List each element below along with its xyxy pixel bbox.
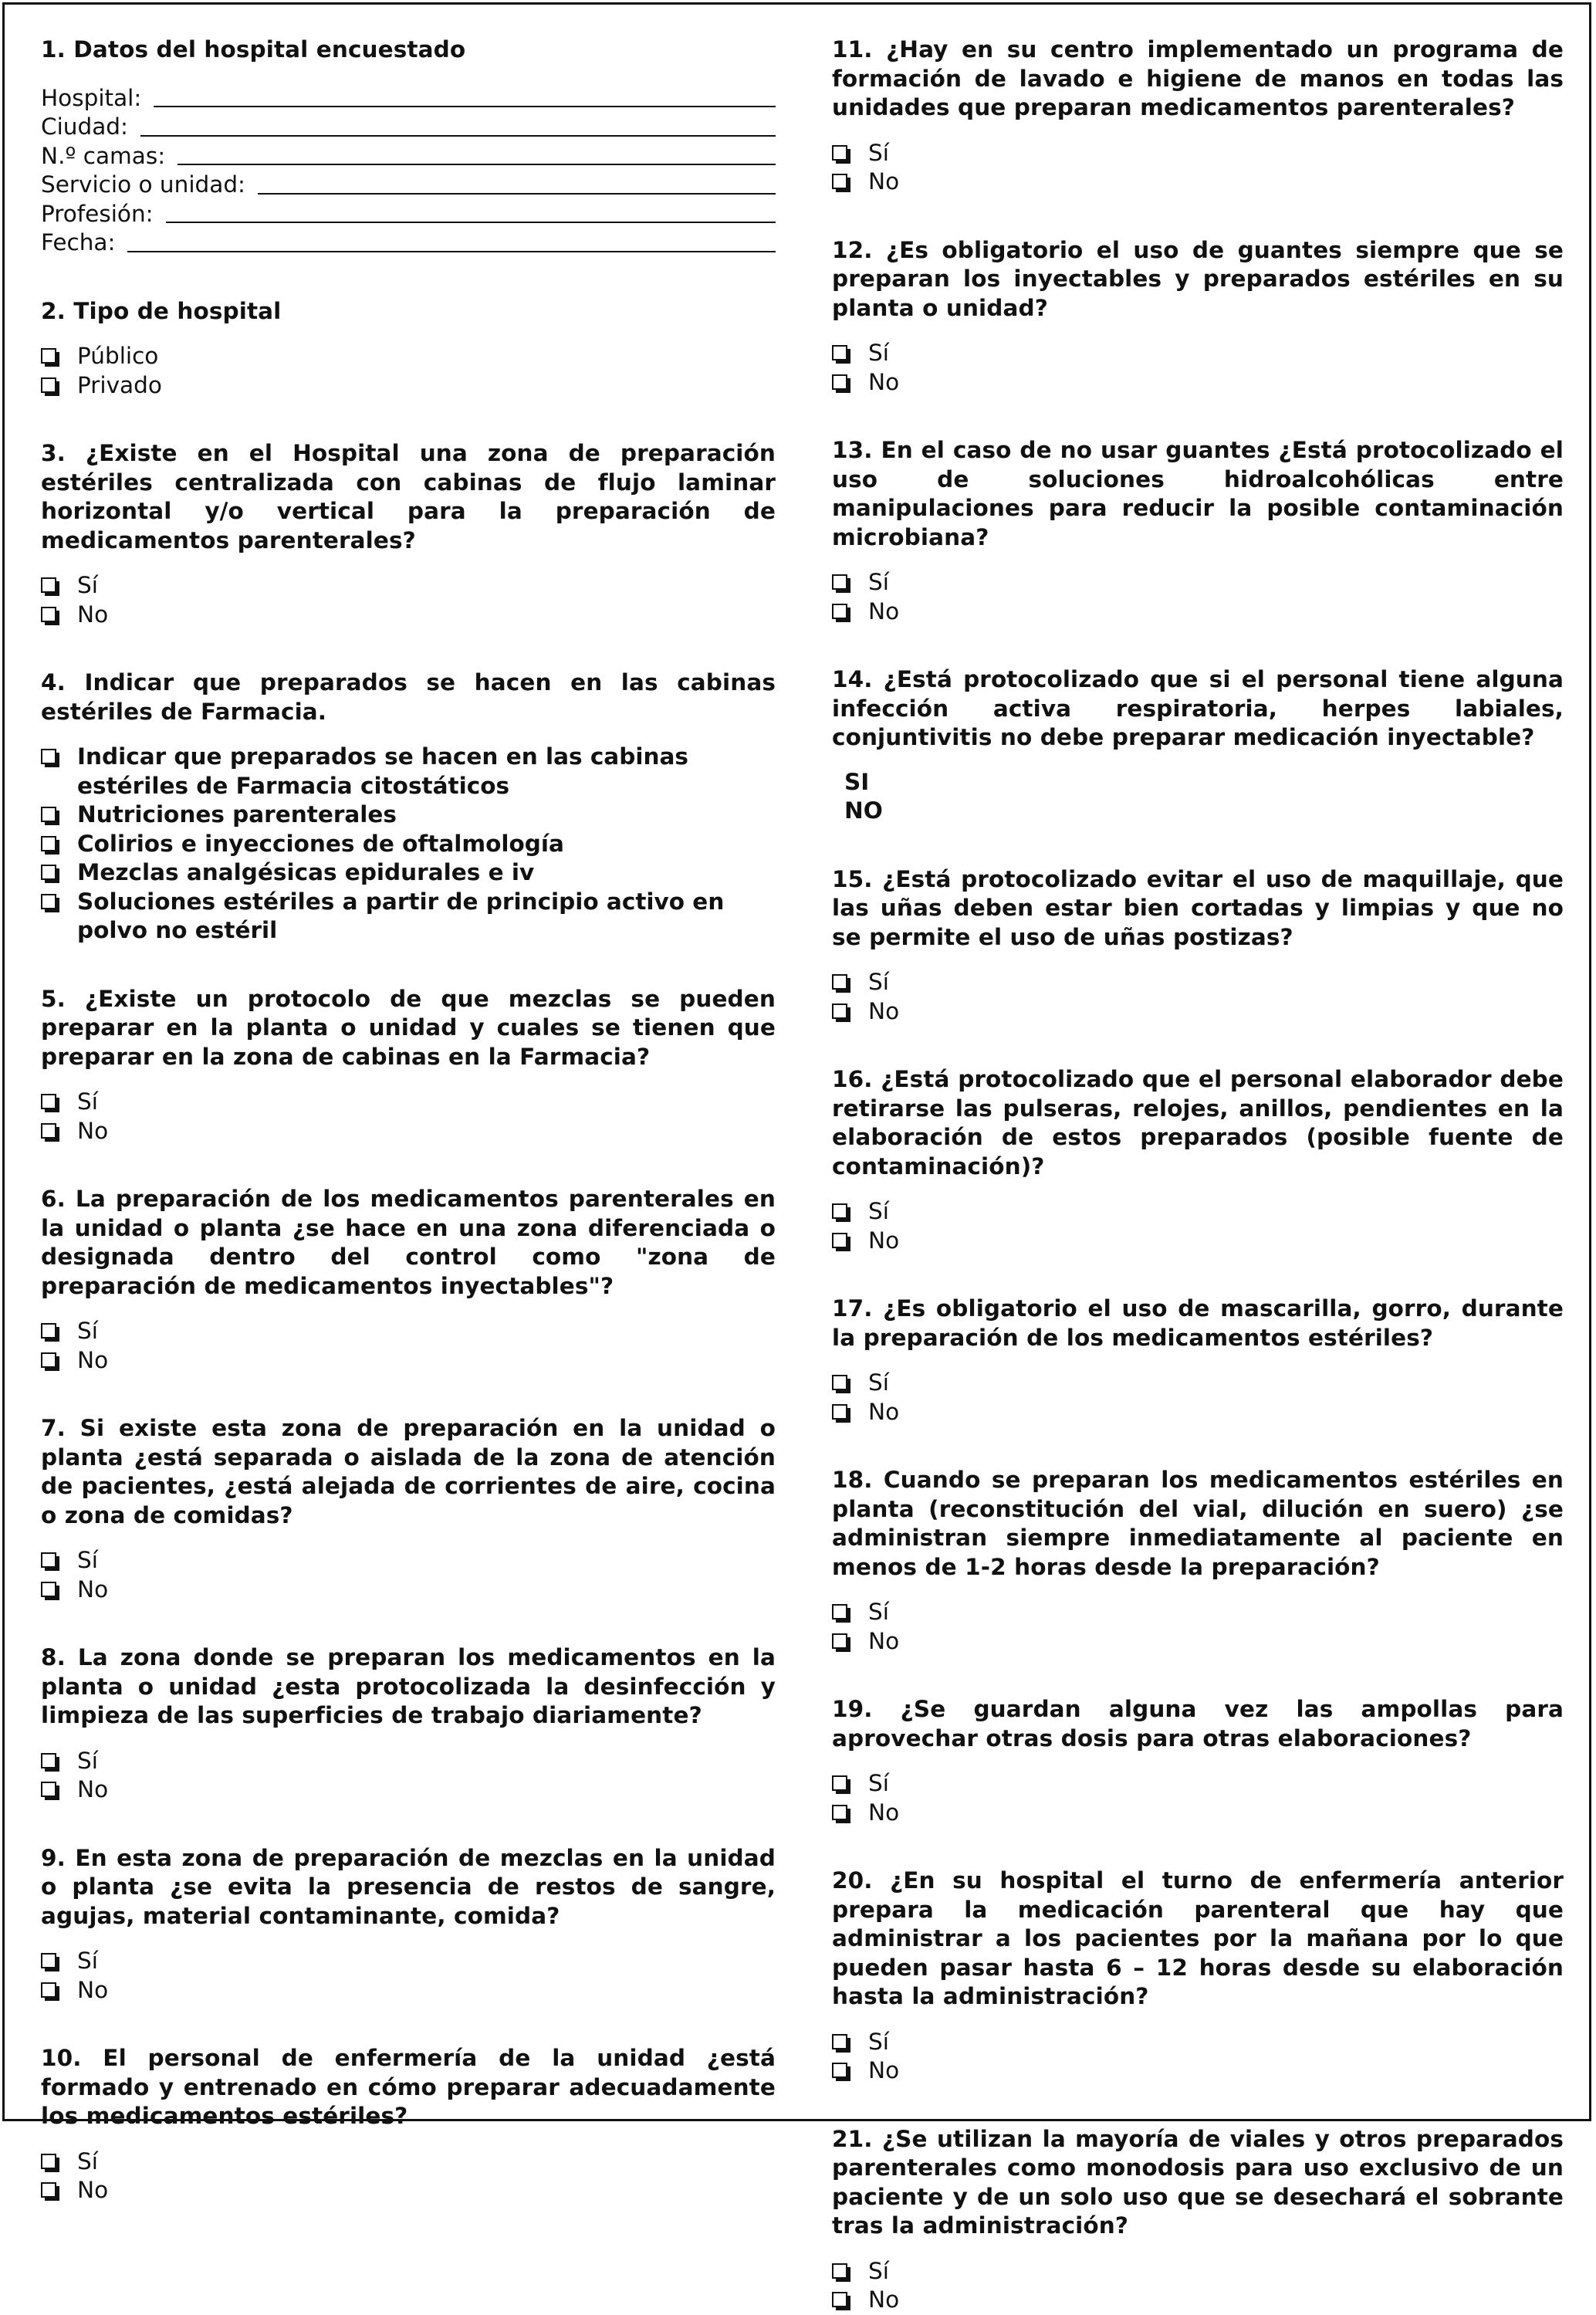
checkbox[interactable] [832, 574, 847, 590]
question-5-text: 5. ¿Existe un protocolo de que mezclas se pueden preparar en la planta o unidad y cuales se tienen que preparar en la zona de cabinas en la Farmacia? [41, 985, 776, 1070]
option-si[interactable]: SI [844, 768, 870, 795]
question-21 [832, 2125, 1564, 2315]
checkbox[interactable] [41, 807, 56, 822]
option-no[interactable]: No [832, 597, 1564, 627]
checkbox[interactable] [41, 865, 56, 880]
option-no[interactable]: No [832, 2286, 1564, 2315]
service-line[interactable] [258, 193, 776, 195]
service-field[interactable] [41, 171, 776, 200]
checkbox[interactable] [832, 1004, 847, 1019]
checkbox[interactable] [41, 1352, 56, 1368]
hospital-label: Hospital: [41, 84, 142, 111]
option-no[interactable]: No [832, 997, 1564, 1027]
checkbox[interactable] [41, 1782, 56, 1797]
checkbox[interactable] [832, 1404, 847, 1420]
checkbox[interactable] [832, 1775, 847, 1791]
section-2 [41, 297, 776, 401]
option-no[interactable]: No [41, 1976, 776, 2005]
option-no[interactable]: No [41, 1575, 776, 1605]
form-frame [2, 2, 1591, 2313]
checkbox[interactable] [832, 2063, 847, 2078]
checkbox[interactable] [41, 1953, 56, 1968]
checkbox[interactable] [832, 1805, 847, 1820]
section-1-title: 1. Datos del hospital encuestado [41, 36, 466, 63]
option-yes[interactable]: Sí [41, 1088, 776, 1117]
checkbox[interactable] [41, 348, 56, 364]
question-16-text: 16. ¿Está protocolizado que el personal elaborador debe retirarse las pulseras, relojes, anillos, pendientes en la elaboración de estos preparados (posible fuente de contaminación)? [832, 1066, 1564, 1179]
hospital-field[interactable] [41, 84, 776, 113]
checkbox[interactable] [832, 974, 847, 990]
checkbox[interactable] [832, 1203, 847, 1219]
option-yes[interactable]: Sí [832, 968, 1564, 997]
option-yes[interactable]: Sí [41, 1546, 776, 1575]
checkbox[interactable] [41, 577, 56, 593]
question-9 [41, 1844, 776, 2005]
question-15 [832, 865, 1564, 1027]
option-no[interactable]: No [832, 1627, 1564, 1657]
profession-line[interactable] [166, 222, 776, 223]
option-yes[interactable]: Sí [41, 1317, 776, 1346]
question-4 [41, 668, 776, 946]
checkbox[interactable] [41, 2154, 56, 2169]
checkbox[interactable] [41, 1552, 56, 1568]
option-yes[interactable]: Sí [832, 139, 1564, 168]
hospital-data-fields [41, 84, 776, 258]
question-12-text: 12. ¿Es obligatorio el uso de guantes siempre que se preparan los inyectables y preparados estériles en su planta o unidad? [832, 236, 1564, 321]
checkbox[interactable] [41, 1094, 56, 1109]
question-15-text: 15. ¿Está protocolizado evitar el uso de maquillaje, que las uñas deben estar bien cortadas y limpias y que no se permite el uso de uñas postizas? [832, 865, 1564, 950]
option-yes[interactable]: Sí [832, 1769, 1564, 1799]
option-no[interactable]: No [41, 1117, 776, 1146]
beds-field[interactable] [41, 142, 776, 171]
question-14 [832, 665, 1564, 826]
option-yes[interactable]: Sí [832, 1598, 1564, 1627]
question-18-text: 18. Cuando se preparan los medicamentos estériles en planta (reconstitución del vial, dilución en suero) ¿se administran siempre inmediatamente al paciente en menos de 1-2 horas desde la preparación? [832, 1467, 1564, 1580]
option-eye-drops[interactable]: Colirios e inyecciones de oftalmología [41, 830, 776, 859]
option-yes[interactable]: Sí [41, 571, 776, 601]
option-yes[interactable]: Sí [832, 1369, 1564, 1398]
checkbox[interactable] [41, 1753, 56, 1768]
hospital-line[interactable] [154, 106, 776, 107]
checkbox[interactable] [41, 894, 56, 909]
question-17 [832, 1295, 1564, 1427]
option-analgesic-mixtures[interactable]: Mezclas analgésicas epidurales e iv [41, 858, 776, 888]
option-no[interactable]: No [41, 1346, 776, 1376]
question-8 [41, 1643, 776, 1805]
option-no[interactable]: No [832, 2056, 1564, 2086]
option-yes[interactable]: Sí [832, 2028, 1564, 2057]
question-21-text: 21. ¿Se utilizan la mayoría de viales y otros preparados parenterales como monodosis para uso exclusivo de un paciente y de un solo uso que se desechará el sobrante tras la administración? [832, 2125, 1564, 2239]
option-yes[interactable]: Sí [832, 568, 1564, 597]
option-yes[interactable]: Sí [832, 2257, 1564, 2286]
option-no[interactable]: No [832, 1398, 1564, 1427]
checkbox[interactable] [832, 2263, 847, 2279]
checkbox[interactable] [41, 607, 56, 622]
option-no[interactable]: No [832, 168, 1564, 197]
question-17-text: 17. ¿Es obligatorio el uso de mascarilla, gorro, durante la preparación de los medicamentos estériles? [832, 1295, 1564, 1351]
question-14-text: 14. ¿Está protocolizado que si el personal tiene alguna infección activa respiratoria, herpes labiales, conjuntivitis no debe preparar medicación inyectable? [832, 666, 1564, 750]
section-2-title: 2. Tipo de hospital [41, 297, 282, 324]
option-yes[interactable]: Sí [41, 1747, 776, 1776]
question-7-text: 7. Si existe esta zona de preparación en la unidad o planta ¿está separada o aislada de la zona de atención de pacientes, ¿está alejada de corrientes de aire, cocina o zona de comidas? [41, 1415, 776, 1528]
date-label: Fecha: [41, 229, 116, 256]
question-5 [41, 985, 776, 1146]
question-13 [832, 436, 1564, 626]
checkbox[interactable] [41, 1982, 56, 1998]
checkbox[interactable] [41, 1323, 56, 1339]
beds-line[interactable] [178, 164, 776, 165]
option-yes[interactable]: Sí [41, 2147, 776, 2177]
option-no[interactable]: No [832, 368, 1564, 398]
city-field[interactable] [41, 113, 776, 142]
option-no[interactable]: No [832, 1799, 1564, 1828]
question-10 [41, 2044, 776, 2205]
question-11-text: 11. ¿Hay en su centro implementado un programa de formación de lavado e higiene de manos en todas las unidades que preparan medicamentos parenterales? [832, 36, 1564, 120]
option-no[interactable]: No [41, 601, 776, 630]
checkbox[interactable] [41, 1582, 56, 1597]
checkbox[interactable] [832, 2292, 847, 2307]
question-4-text: 4. Indicar que preparados se hacen en las cabinas estériles de Farmacia. [41, 669, 776, 725]
option-no[interactable]: No [832, 1227, 1564, 1256]
question-3-text: 3. ¿Existe en el Hospital una zona de preparación estériles centralizada con cabinas de flujo laminar horizontal y/o vertical para la preparación de medicamentos parenterales? [41, 440, 776, 553]
question-6-text: 6. La preparación de los medicamentos parenterales en la unidad o planta ¿se hace en una zona diferenciada o designada dentro del control como "zona de preparación de medicamentos inyectables"? [41, 1186, 776, 1299]
question-7 [41, 1414, 776, 1604]
checkbox[interactable] [41, 1123, 56, 1139]
checkbox[interactable] [832, 374, 847, 390]
checkbox[interactable] [832, 2034, 847, 2049]
option-no-plain[interactable]: NO [844, 797, 883, 824]
city-label: Ciudad: [41, 113, 128, 140]
question-11 [832, 36, 1564, 197]
option-yes[interactable]: Sí [832, 1197, 1564, 1227]
question-8-text: 8. La zona donde se preparan los medicamentos en la planta o unidad ¿esta protocolizada la desinfección y limpieza de las superficies de trabajo diariamente? [41, 1644, 776, 1728]
checkbox[interactable] [832, 345, 847, 360]
right-column [832, 36, 1564, 2315]
checkbox[interactable] [41, 2182, 56, 2198]
checkbox[interactable] [832, 145, 847, 161]
checkbox[interactable] [832, 1233, 847, 1248]
question-10-text: 10. El personal de enfermería de la unidad ¿está formado y entrenado en cómo preparar adecuadamente los medicamentos estériles? [41, 2045, 776, 2129]
question-6 [41, 1185, 776, 1375]
option-parenteral-nutrition[interactable]: Nutriciones parenterales [41, 800, 776, 830]
question-18 [832, 1466, 1564, 1656]
option-yes[interactable]: Sí [41, 1947, 776, 1976]
checkbox[interactable] [832, 1633, 847, 1649]
checkbox[interactable] [832, 1375, 847, 1390]
profession-field[interactable] [41, 200, 776, 229]
option-cytostatics[interactable]: Indicar que preparados se hacen en las cabinas estériles de Farmacia citostáticos [41, 743, 776, 800]
checkbox[interactable] [832, 604, 847, 619]
checkbox[interactable] [41, 749, 56, 764]
option-yes[interactable]: Sí [832, 339, 1564, 368]
question-20 [832, 1867, 1564, 2086]
question-19 [832, 1695, 1564, 1827]
section-1 [41, 36, 776, 258]
option-no[interactable]: No [41, 1775, 776, 1805]
question-16 [832, 1065, 1564, 1255]
question-9-text: 9. En esta zona de preparación de mezclas en la unidad o planta ¿se evita la presencia de restos de sangre, agujas, material contaminante, comida? [41, 1844, 776, 1929]
left-column [41, 36, 776, 2205]
date-field[interactable] [41, 228, 776, 258]
question-19-text: 19. ¿Se guardan alguna vez las ampollas para aprovechar otras dosis para otras elaboraciones? [832, 1696, 1564, 1751]
service-label: Servicio o unidad: [41, 171, 245, 198]
question-13-text: 13. En el caso de no usar guantes ¿Está protocolizado el uso de soluciones hidroalcohólicas entre manipulaciones para reducir la posible contaminación microbiana? [832, 437, 1564, 550]
option-no[interactable]: No [41, 2176, 776, 2205]
profession-label: Profesión: [41, 200, 154, 227]
option-sterile-solutions[interactable]: Soluciones estériles a partir de principio activo en polvo no estéril [41, 888, 776, 946]
city-line[interactable] [140, 135, 776, 137]
question-20-text: 20. ¿En su hospital el turno de enfermería anterior prepara la medicación parenteral que hay que administrar a los pacientes por la mañana por lo que pueden pasar hasta 6 – 12 horas desde su elaboración hasta la administración? [832, 1867, 1564, 2009]
checkbox[interactable] [41, 836, 56, 851]
question-3 [41, 439, 776, 629]
option-private[interactable]: Privado [41, 371, 776, 401]
date-line[interactable] [127, 251, 776, 252]
option-public[interactable]: Público [41, 342, 776, 371]
checkbox[interactable] [832, 174, 847, 189]
question-12 [832, 236, 1564, 398]
checkbox[interactable] [41, 377, 56, 393]
checkbox[interactable] [832, 1604, 847, 1619]
beds-label: N.º camas: [41, 142, 166, 169]
